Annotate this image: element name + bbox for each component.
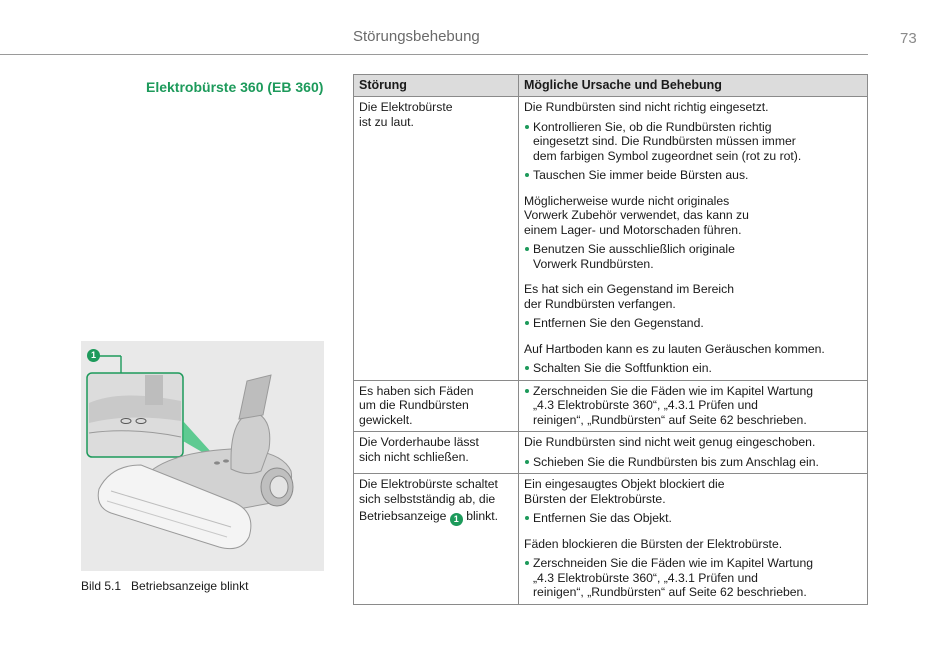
cause-text: Möglicherweise wurde nicht originales Vorwerk Zubehör verwendet, das kann zu einem Lager- und Motorschaden führen. bbox=[524, 193, 749, 237]
bullet-dot-icon bbox=[525, 247, 529, 251]
remedy-text: Zerschneiden Sie die Fäden wie im Kapitel Wartung „4.3 Elektrobürste 360“, „4.3.1 Prüfen und reinigen“, „Rundbürsten“ auf Seite 62 beschrieben. bbox=[533, 383, 814, 427]
problem-cell bbox=[354, 380, 519, 432]
cause-cell bbox=[519, 380, 868, 432]
problem-text: blinkt. bbox=[466, 509, 499, 523]
column-header-problem: Störung bbox=[354, 75, 519, 97]
remedy-bullet bbox=[524, 242, 862, 271]
bullet-dot-icon bbox=[525, 460, 529, 464]
bullet-dot-icon bbox=[525, 321, 529, 325]
cause-text: Fäden blockieren die Bürsten der Elektrobürste. bbox=[524, 536, 783, 551]
table-header-row bbox=[354, 75, 868, 97]
remedy-bullet bbox=[524, 168, 862, 183]
indicator-badge-1: 1 bbox=[450, 513, 463, 526]
problem-cell bbox=[354, 97, 519, 381]
figure-caption-text: Betriebsanzeige blinkt bbox=[131, 579, 249, 593]
bullet-dot-icon bbox=[525, 125, 529, 129]
problem-text-with-badge bbox=[359, 509, 513, 526]
cause-text: Es hat sich ein Gegenstand im Bereich der Rundbürsten verfangen. bbox=[524, 282, 735, 311]
bullet-dot-icon bbox=[525, 366, 529, 370]
troubleshooting-table bbox=[353, 74, 868, 605]
problem-text: Es haben sich Fäden um die Rundbürsten gewickelt. bbox=[359, 383, 474, 427]
figure-caption bbox=[81, 579, 248, 593]
section-title: Elektrobürste 360 (EB 360) bbox=[146, 79, 324, 95]
problem-text: sich selbstständig ab, die bbox=[359, 491, 496, 506]
remedy-bullet bbox=[524, 455, 862, 470]
problem-text: Betriebsanzeige bbox=[359, 509, 447, 523]
remedy-text: Tauschen Sie immer beide Bürsten aus. bbox=[533, 168, 749, 182]
table-row bbox=[354, 380, 868, 432]
figure-electric-brush bbox=[81, 341, 324, 571]
cause-text: Ein eingesaugtes Objekt blockiert die Bürsten der Elektrobürste. bbox=[524, 477, 725, 506]
callout-badge-1: 1 bbox=[87, 349, 100, 362]
remedy-text: Zerschneiden Sie die Fäden wie im Kapitel Wartung „4.3 Elektrobürste 360“, „4.3.1 Prüfen und reinigen“, „Rundbürsten“ auf Seite 62 beschrieben. bbox=[533, 556, 814, 599]
column-header-cause: Mögliche Ursache und Behebung bbox=[519, 75, 868, 97]
cause-cell bbox=[519, 474, 868, 605]
figure-caption-number: Bild 5.1 bbox=[81, 579, 122, 593]
page-number: 73 bbox=[900, 30, 917, 47]
remedy-bullet bbox=[524, 384, 862, 428]
bullet-dot-icon bbox=[525, 173, 529, 177]
remedy-bullet bbox=[524, 511, 862, 526]
problem-text: Die Elektrobürste ist zu laut. bbox=[359, 100, 453, 129]
remedy-text: Benutzen Sie ausschließlich originale Vorwerk Rundbürsten. bbox=[533, 242, 735, 271]
remedy-bullet bbox=[524, 120, 862, 164]
problem-text: Die Elektrobürste schaltet bbox=[359, 477, 498, 491]
bullet-dot-icon bbox=[525, 389, 529, 393]
remedy-bullet bbox=[524, 316, 862, 331]
table-row bbox=[354, 432, 868, 474]
remedy-bullet bbox=[524, 361, 862, 376]
remedy-text: Kontrollieren Sie, ob die Rundbürsten richtig eingesetzt sind. Die Rundbürsten müssen immer dem farbigen Symbol zugeordnet sein (rot zu rot). bbox=[533, 119, 802, 163]
cause-text: Auf Hartboden kann es zu lauten Geräuschen kommen. bbox=[524, 341, 825, 356]
remedy-bullet bbox=[524, 556, 862, 600]
cause-text: Die Rundbürsten sind nicht richtig eingesetzt. bbox=[524, 100, 769, 114]
page-header-title: Störungsbehebung bbox=[353, 28, 480, 45]
electric-brush-illustration bbox=[81, 341, 324, 571]
cause-cell bbox=[519, 432, 868, 474]
bullet-dot-icon bbox=[525, 561, 529, 565]
problem-cell bbox=[354, 474, 519, 605]
remedy-text: Entfernen Sie das Objekt. bbox=[533, 511, 672, 525]
cause-text: Die Rundbürsten sind nicht weit genug eingeschoben. bbox=[524, 435, 816, 449]
table-row bbox=[354, 97, 868, 381]
problem-cell bbox=[354, 432, 519, 474]
bullet-dot-icon bbox=[525, 516, 529, 520]
problem-text: Die Vorderhaube lässt sich nicht schließen. bbox=[359, 435, 479, 464]
remedy-text: Entfernen Sie den Gegenstand. bbox=[533, 316, 704, 330]
cause-cell bbox=[519, 97, 868, 381]
remedy-text: Schalten Sie die Softfunktion ein. bbox=[533, 361, 712, 375]
header-divider bbox=[0, 54, 868, 55]
table-row bbox=[354, 474, 868, 605]
remedy-text: Schieben Sie die Rundbürsten bis zum Anschlag ein. bbox=[533, 454, 819, 469]
